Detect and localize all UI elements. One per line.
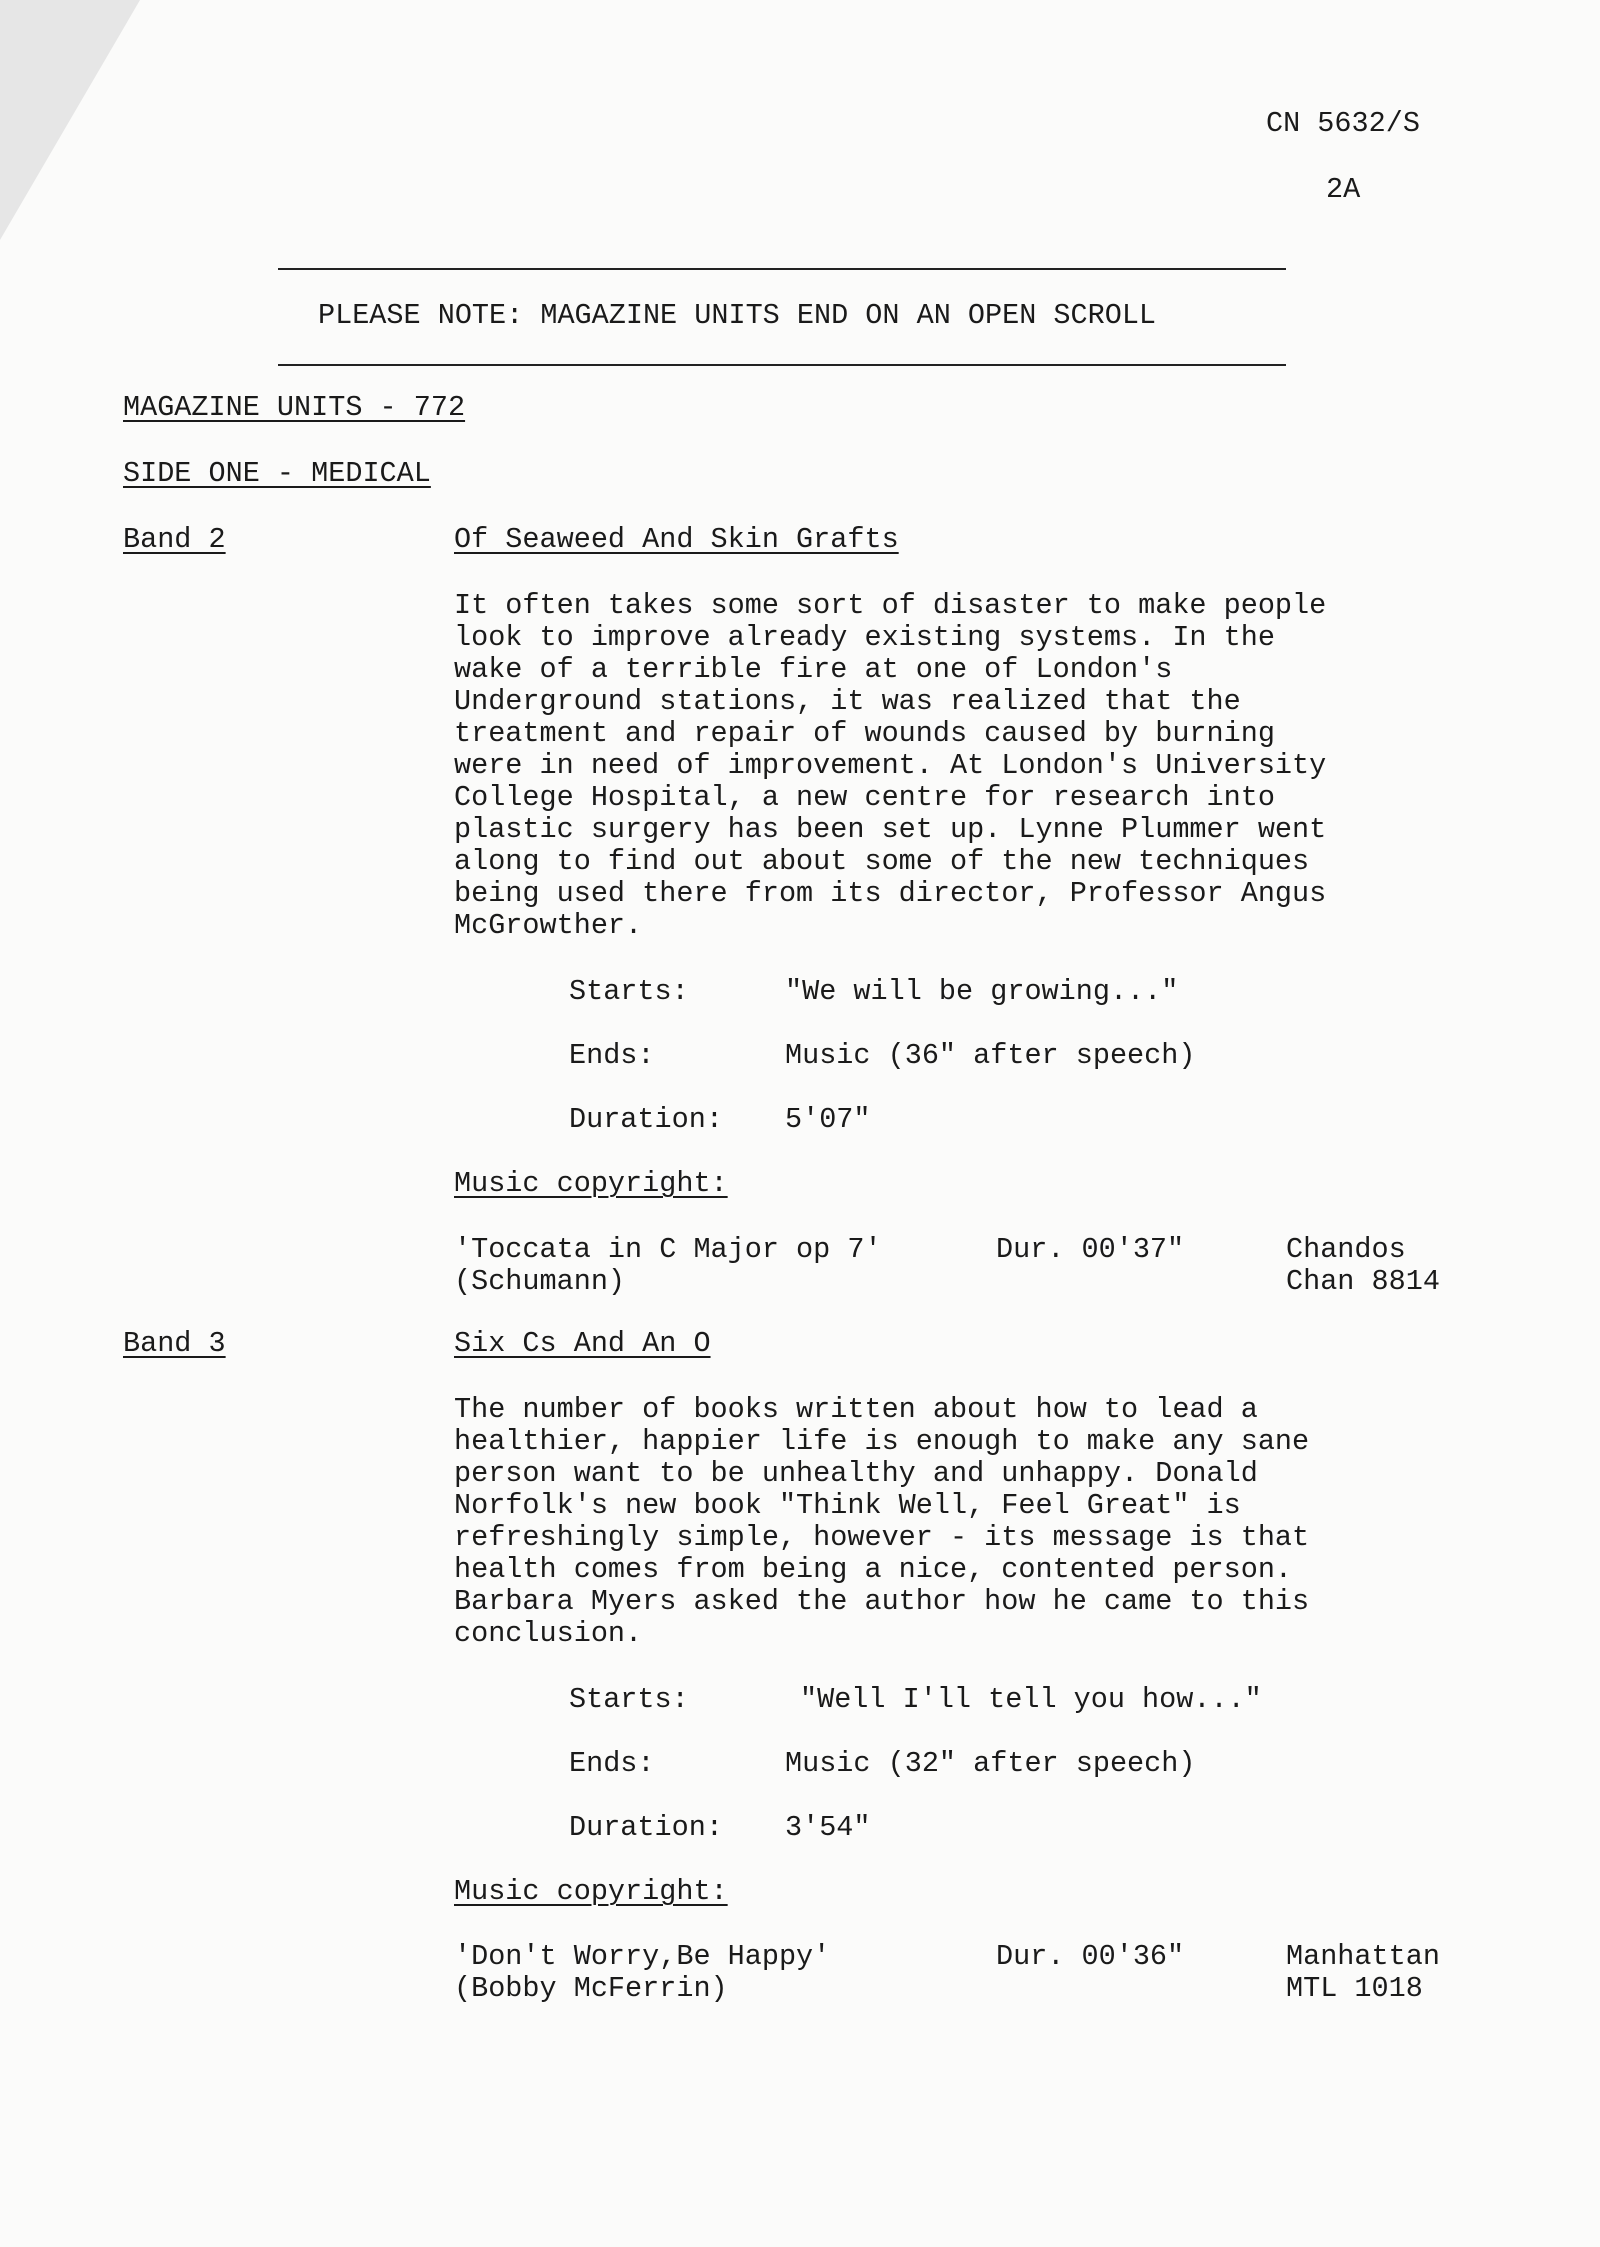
section-title: MAGAZINE UNITS - 772 [123,391,466,424]
music-title: 'Don't Worry,Be Happy' [454,1940,831,1973]
page-corner-fold [0,0,140,240]
description-line: wake of a terrible fire at one of London's [454,653,1173,686]
notice-text: PLEASE NOTE: MAGAZINE UNITS END ON AN OPEN SCROLL [318,299,1157,332]
description-line: plastic surgery has been set up. Lynne Plummer went [454,813,1327,846]
description-line: McGrowther. [454,909,643,942]
music-copyright-label: Music copyright: [454,1167,728,1200]
band-label: Band 2 [123,523,226,556]
record-label: Chandos [1286,1233,1406,1266]
music-artist: (Bobby McFerrin) [454,1972,728,2005]
document-reference: CN 5632/S [1266,107,1420,140]
music-title: 'Toccata in C Major op 7' [454,1233,882,1266]
music-copyright-label: Music copyright: [454,1875,728,1908]
starts-value: "We will be growing..." [785,975,1179,1008]
music-duration: Dur. 00'37" [996,1233,1185,1266]
duration-value: 3'54" [785,1811,871,1844]
notice-rule-bottom [278,364,1286,366]
duration-label: Duration: [569,1103,723,1136]
description-line: The number of books written about how to lead a [454,1393,1258,1426]
description-line: Norfolk's new book "Think Well, Feel Great" is [454,1489,1241,1522]
description-line: along to find out about some of the new techniques [454,845,1310,878]
description-line: person want to be unhealthy and unhappy. Donald [454,1457,1258,1490]
side-title: SIDE ONE - MEDICAL [123,457,431,490]
description-line: refreshingly simple, however - its message is that [454,1521,1310,1554]
item-description [454,1394,1309,1650]
item-description [454,590,1326,942]
description-line: Barbara Myers asked the author how he came to this [454,1585,1310,1618]
description-line: It often takes some sort of disaster to make people [454,589,1327,622]
description-line: healthier, happier life is enough to make any sane [454,1425,1310,1458]
band-label: Band 3 [123,1327,226,1360]
description-line: treatment and repair of wounds caused by burning [454,717,1275,750]
music-artist: (Schumann) [454,1265,626,1298]
description-line: look to improve already existing systems. In the [454,621,1275,654]
starts-label: Starts: [569,1683,689,1716]
record-label: Manhattan [1286,1940,1440,1973]
catalogue-number: Chan 8814 [1286,1265,1440,1298]
duration-label: Duration: [569,1811,723,1844]
description-line: College Hospital, a new centre for research into [454,781,1275,814]
music-duration: Dur. 00'36" [996,1940,1185,1973]
starts-label: Starts: [569,975,689,1008]
page-number: 2A [1326,173,1361,206]
ends-label: Ends: [569,1747,655,1780]
item-title: Of Seaweed And Skin Grafts [454,523,899,556]
starts-value: "Well I'll tell you how..." [800,1683,1262,1716]
description-line: Underground stations, it was realized that the [454,685,1241,718]
duration-value: 5'07" [785,1103,871,1136]
ends-value: Music (32" after speech) [785,1747,1196,1780]
notice-rule-top [278,268,1286,270]
description-line: health comes from being a nice, contented person. [454,1553,1293,1586]
ends-label: Ends: [569,1039,655,1072]
ends-value: Music (36" after speech) [785,1039,1196,1072]
description-line: conclusion. [454,1617,643,1650]
item-title: Six Cs And An O [454,1327,711,1360]
description-line: being used there from its director, Professor Angus [454,877,1327,910]
catalogue-number: MTL 1018 [1286,1972,1423,2005]
description-line: were in need of improvement. At London's University [454,749,1327,782]
